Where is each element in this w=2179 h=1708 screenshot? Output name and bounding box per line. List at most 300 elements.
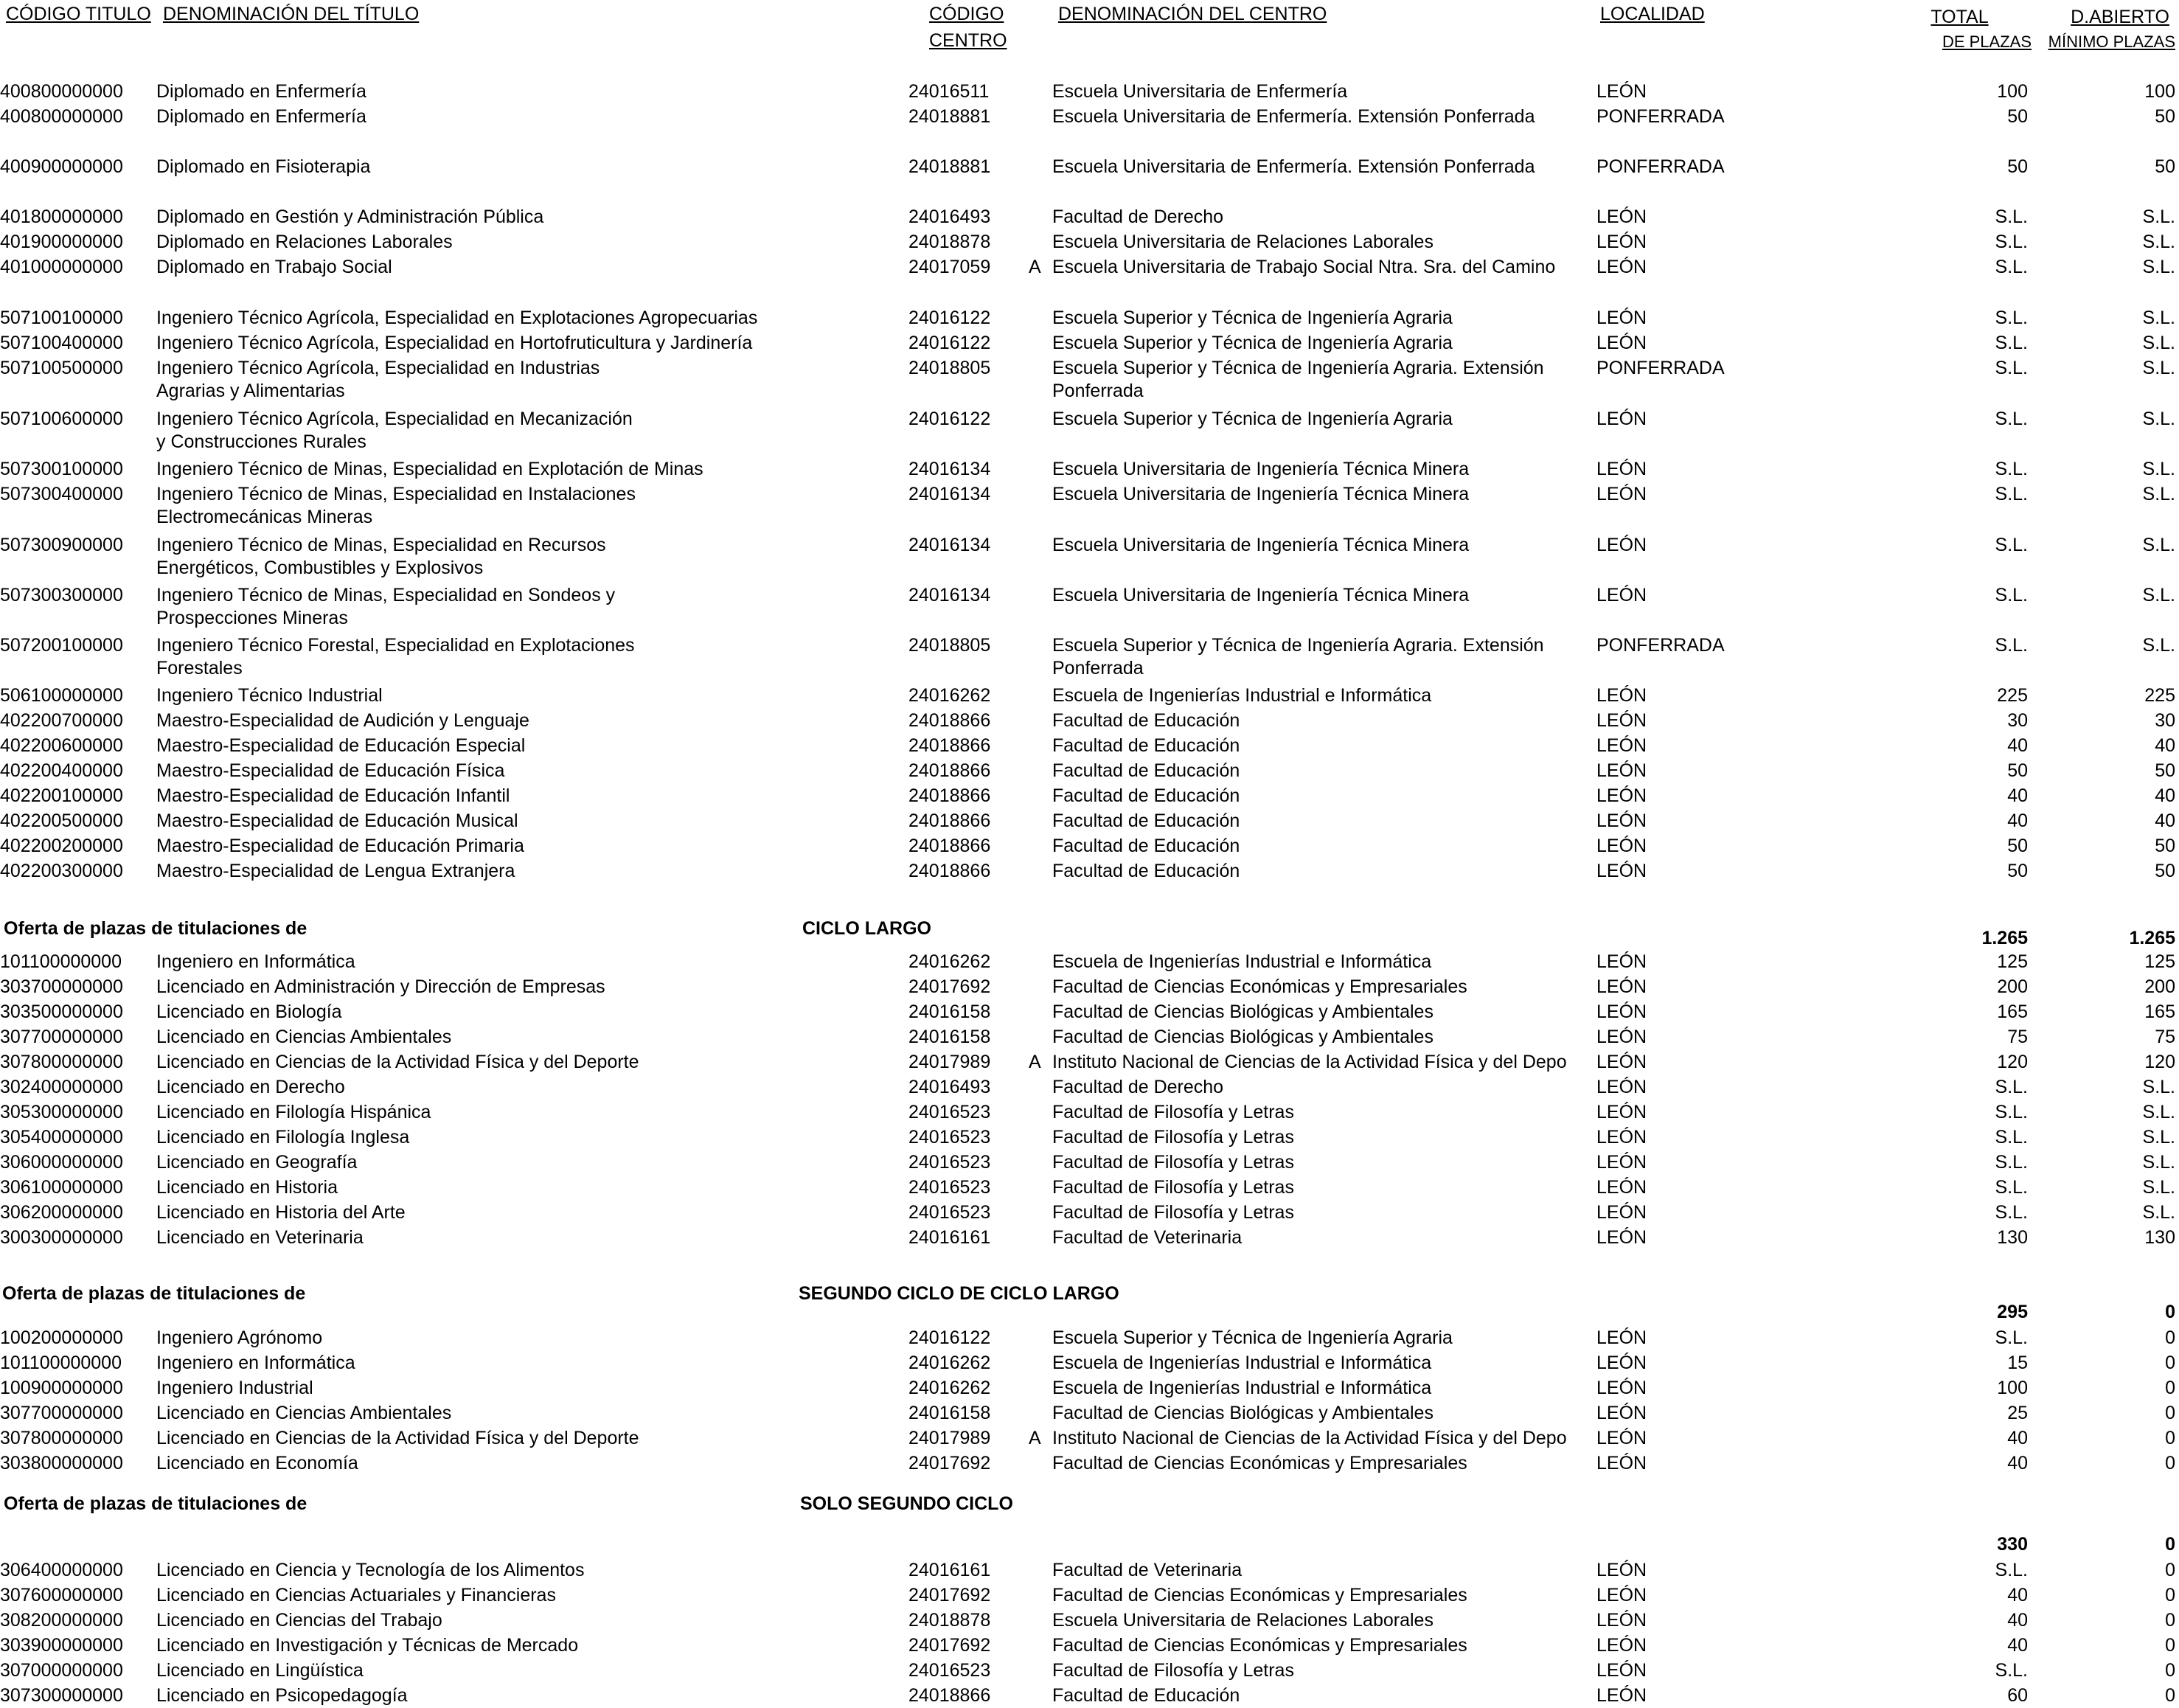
- cell-denominacion-titulo: Licenciado en Investigación y Técnicas de Mercado: [156, 1635, 579, 1656]
- cell-total-plazas: 50: [2007, 106, 2028, 127]
- cell-total-plazas: S.L.: [1995, 1660, 2028, 1681]
- cell-localidad: LEÓN: [1596, 308, 1647, 328]
- cell-minimo-plazas: S.L.: [2142, 484, 2175, 504]
- cell-codigo-titulo: 507300100000: [0, 459, 123, 479]
- cell-denominacion-titulo: Licenciado en Ciencias del Trabajo: [156, 1610, 442, 1631]
- table-row: [0, 633, 2179, 678]
- table-row: [0, 330, 2179, 355]
- cell-denominacion-centro: Facultad de Filosofía y Letras: [1052, 1660, 1294, 1681]
- cell-minimo-plazas: S.L.: [2142, 206, 2175, 227]
- cell-codigo-centro: 24018805: [908, 358, 991, 378]
- cell-denominacion-centro: Escuela Superior y Técnica de Ingeniería Agraria: [1052, 1327, 1453, 1348]
- cell-codigo-titulo: 307300000000: [0, 1685, 123, 1706]
- cell-codigo-titulo: 507200100000: [0, 635, 123, 656]
- cell-codigo-titulo: 507100400000: [0, 333, 123, 353]
- cell-minimo-plazas: S.L.: [2142, 585, 2175, 605]
- table-row: [0, 1350, 2179, 1375]
- cell-minimo-plazas: 50: [2155, 156, 2175, 177]
- cell-codigo-centro: 24016262: [908, 1378, 991, 1398]
- table-row: [0, 254, 2179, 280]
- cell-total-plazas: S.L.: [1995, 308, 2028, 328]
- cell-denominacion-titulo: Ingeniero Técnico Agrícola, Especialidad en Industrias: [156, 358, 600, 378]
- cell-denominacion-titulo-line2: Prospecciones Mineras: [156, 608, 348, 628]
- header-total-line2: DE PLAZAS: [1942, 32, 2032, 51]
- cell-total-plazas: 25: [2007, 1403, 2028, 1423]
- cell-denominacion-titulo: Ingeniero Técnico Industrial: [156, 685, 383, 706]
- cell-codigo-centro: 24017692: [908, 1635, 991, 1656]
- cell-minimo-plazas: 50: [2155, 106, 2175, 127]
- cell-denominacion-centro: Escuela de Ingenierías Industrial e Informática: [1052, 685, 1432, 706]
- cell-minimo-plazas: 50: [2155, 861, 2175, 881]
- table-row: [0, 1150, 2179, 1175]
- cell-localidad: LEÓN: [1596, 710, 1647, 731]
- cell-minimo-plazas: 0: [2165, 1585, 2175, 1605]
- cell-minimo-plazas: 125: [2144, 951, 2175, 972]
- table-row: [0, 1075, 2179, 1100]
- cell-minimo-plazas: 50: [2155, 836, 2175, 856]
- cell-denominacion-centro: Facultad de Educación: [1052, 810, 1240, 831]
- cell-denominacion-titulo: Licenciado en Economía: [156, 1453, 358, 1473]
- cell-denominacion-centro: Escuela Superior y Técnica de Ingeniería Agraria: [1052, 308, 1453, 328]
- cell-codigo-titulo: 307800000000: [0, 1052, 123, 1072]
- cell-denominacion-centro: Facultad de Educación: [1052, 760, 1240, 781]
- cell-codigo-titulo: 507300300000: [0, 585, 123, 605]
- section-type-solo-segundo-ciclo: SOLO SEGUNDO CICLO: [800, 1493, 1013, 1514]
- table-row: [0, 229, 2179, 254]
- cell-minimo-plazas: 0: [2165, 1610, 2175, 1631]
- cell-denominacion-centro: Facultad de Educación: [1052, 735, 1240, 756]
- cell-localidad: LEÓN: [1596, 1560, 1647, 1580]
- cell-total-plazas: S.L.: [1995, 1560, 2028, 1580]
- table-row: [0, 999, 2179, 1024]
- table-row: [0, 1658, 2179, 1683]
- cell-denominacion-titulo: Licenciado en Ciencias Ambientales: [156, 1403, 452, 1423]
- section-type-ciclo-largo: CICLO LARGO: [802, 918, 931, 939]
- cell-total-plazas: S.L.: [1995, 232, 2028, 252]
- cell-denominacion-centro: Escuela de Ingenierías Industrial e Informática: [1052, 951, 1432, 972]
- cell-codigo-centro: 24018866: [908, 735, 991, 756]
- cell-localidad: LEÓN: [1596, 206, 1647, 227]
- cell-codigo-centro: 24016134: [908, 585, 991, 605]
- cell-minimo-plazas: 0: [2165, 1428, 2175, 1448]
- header-total-line1: TOTAL: [1930, 7, 1989, 27]
- cell-codigo-titulo: 303800000000: [0, 1453, 123, 1473]
- cell-minimo-plazas: S.L.: [2142, 308, 2175, 328]
- cell-localidad: LEÓN: [1596, 1102, 1647, 1122]
- section-minimo-ciclo-largo: 1.265: [2129, 928, 2175, 948]
- header-minimo-line1: D.ABIERTO: [2071, 7, 2169, 27]
- table-row: [0, 1558, 2179, 1583]
- cell-denominacion-titulo-line2: Forestales: [156, 658, 243, 678]
- cell-localidad: PONFERRADA: [1596, 106, 1725, 127]
- cell-total-plazas: S.L.: [1995, 1327, 2028, 1348]
- header-denominacion-centro: DENOMINACIÓN DEL CENTRO: [1058, 4, 1327, 24]
- cell-codigo-titulo: 402200300000: [0, 861, 123, 881]
- table-row: [0, 1125, 2179, 1150]
- cell-minimo-plazas: 0: [2165, 1453, 2175, 1473]
- table-row: [0, 1200, 2179, 1225]
- cell-localidad: LEÓN: [1596, 1177, 1647, 1198]
- cell-denominacion-titulo: Licenciado en Administración y Dirección de Empresas: [156, 976, 605, 997]
- cell-denominacion-centro: Facultad de Ciencias Biológicas y Ambientales: [1052, 1001, 1433, 1022]
- cell-codigo-centro: 24016122: [908, 1327, 991, 1348]
- cell-denominacion-centro: Instituto Nacional de Ciencias de la Actividad Física y del Depo: [1052, 1052, 1567, 1072]
- cell-total-plazas: 120: [1997, 1052, 2028, 1072]
- cell-codigo-centro: 24016134: [908, 459, 991, 479]
- cell-codigo-centro: 24016523: [908, 1102, 991, 1122]
- cell-denominacion-titulo: Ingeniero Técnico de Minas, Especialidad en Instalaciones: [156, 484, 636, 504]
- table-row: [0, 1175, 2179, 1200]
- cell-denominacion-titulo-line2: Agrarias y Alimentarias: [156, 381, 345, 401]
- cell-minimo-plazas: S.L.: [2142, 333, 2175, 353]
- cell-denominacion-titulo: Licenciado en Ciencias Actuariales y Financieras: [156, 1585, 556, 1605]
- cell-denominacion-titulo: Ingeniero Técnico Forestal, Especialidad en Explotaciones: [156, 635, 635, 656]
- cell-codigo-titulo: 305300000000: [0, 1102, 123, 1122]
- cell-localidad: LEÓN: [1596, 1202, 1647, 1223]
- cell-total-plazas: 40: [2007, 1610, 2028, 1631]
- cell-minimo-plazas: S.L.: [2142, 257, 2175, 277]
- cell-total-plazas: 40: [2007, 1453, 2028, 1473]
- cell-minimo-plazas: 30: [2155, 710, 2175, 731]
- cell-codigo-centro: 24016122: [908, 308, 991, 328]
- cell-total-plazas: S.L.: [1995, 206, 2028, 227]
- cell-denominacion-titulo: Diplomado en Gestión y Administración Pública: [156, 206, 544, 227]
- cell-localidad: LEÓN: [1596, 861, 1647, 881]
- cell-total-plazas: S.L.: [1995, 535, 2028, 555]
- cell-codigo-centro: 24016158: [908, 1027, 991, 1047]
- cell-codigo-titulo: 303900000000: [0, 1635, 123, 1656]
- cell-denominacion-centro: Escuela Universitaria de Relaciones Laborales: [1052, 232, 1433, 252]
- table-row: [0, 1049, 2179, 1075]
- cell-denominacion-titulo: Diplomado en Enfermería: [156, 81, 366, 102]
- cell-minimo-plazas: S.L.: [2142, 1127, 2175, 1148]
- cell-total-plazas: S.L.: [1995, 459, 2028, 479]
- section-minimo-solo-segundo-ciclo: 0: [2165, 1534, 2175, 1555]
- cell-minimo-plazas: 40: [2155, 810, 2175, 831]
- cell-denominacion-centro: Facultad de Veterinaria: [1052, 1560, 1243, 1580]
- cell-denominacion-titulo: Licenciado en Geografía: [156, 1152, 358, 1173]
- cell-minimo-plazas: S.L.: [2142, 1152, 2175, 1173]
- cell-codigo-titulo: 306400000000: [0, 1560, 123, 1580]
- cell-total-plazas: 60: [2007, 1685, 2028, 1706]
- cell-denominacion-centro: Facultad de Ciencias Económicas y Empresariales: [1052, 1585, 1467, 1605]
- table-row: [0, 833, 2179, 858]
- cell-codigo-titulo: 401000000000: [0, 257, 123, 277]
- header-localidad: LOCALIDAD: [1600, 4, 1705, 24]
- cell-total-plazas: 225: [1997, 685, 2028, 706]
- cell-total-plazas: S.L.: [1995, 1202, 2028, 1223]
- section-total-ciclo-largo: 1.265: [1981, 928, 2028, 948]
- cell-localidad: LEÓN: [1596, 760, 1647, 781]
- cell-localidad: LEÓN: [1596, 535, 1647, 555]
- table-row: [0, 1325, 2179, 1350]
- cell-localidad: LEÓN: [1596, 1027, 1647, 1047]
- header-minimo-line2: MÍNIMO PLAZAS: [2048, 32, 2175, 51]
- cell-codigo-centro: 24016134: [908, 484, 991, 504]
- cell-minimo-plazas: 75: [2155, 1027, 2175, 1047]
- cell-flag: A: [1029, 257, 1041, 277]
- cell-total-plazas: 200: [1997, 976, 2028, 997]
- cell-denominacion-centro: Escuela Superior y Técnica de Ingeniería Agraria: [1052, 409, 1453, 429]
- cell-localidad: LEÓN: [1596, 1403, 1647, 1423]
- cell-minimo-plazas: 200: [2144, 976, 2175, 997]
- cell-codigo-titulo: 307700000000: [0, 1403, 123, 1423]
- cell-codigo-titulo: 402200400000: [0, 760, 123, 781]
- cell-denominacion-centro: Escuela Universitaria de Ingeniería Técnica Minera: [1052, 535, 1470, 555]
- cell-total-plazas: 40: [2007, 785, 2028, 806]
- cell-denominacion-centro: Facultad de Educación: [1052, 710, 1240, 731]
- cell-localidad: PONFERRADA: [1596, 358, 1725, 378]
- cell-denominacion-centro: Facultad de Educación: [1052, 1685, 1240, 1706]
- cell-localidad: LEÓN: [1596, 1685, 1647, 1706]
- cell-denominacion-titulo: Ingeniero Industrial: [156, 1378, 313, 1398]
- cell-total-plazas: 50: [2007, 760, 2028, 781]
- cell-denominacion-centro: Escuela Universitaria de Ingeniería Técnica Minera: [1052, 459, 1470, 479]
- cell-denominacion-titulo: Maestro-Especialidad de Educación Especial: [156, 735, 526, 756]
- cell-denominacion-titulo: Licenciado en Ciencias de la Actividad Física y del Deporte: [156, 1428, 639, 1448]
- cell-codigo-centro: 24017989: [908, 1428, 991, 1448]
- cell-total-plazas: S.L.: [1995, 1177, 2028, 1198]
- cell-denominacion-titulo: Licenciado en Historia del Arte: [156, 1202, 406, 1223]
- cell-minimo-plazas: 0: [2165, 1353, 2175, 1373]
- header-codigo-titulo: CÓDIGO TITULO: [6, 4, 151, 24]
- cell-codigo-centro: 24018866: [908, 836, 991, 856]
- table-row: [0, 858, 2179, 883]
- cell-codigo-centro: 24018866: [908, 1685, 991, 1706]
- cell-denominacion-titulo: Licenciado en Ciencias de la Actividad Física y del Deporte: [156, 1052, 639, 1072]
- cell-denominacion-centro: Escuela Universitaria de Trabajo Social Ntra. Sra. del Camino: [1052, 257, 1556, 277]
- cell-denominacion-centro: Facultad de Ciencias Económicas y Empresariales: [1052, 1453, 1467, 1473]
- table-row: [0, 1583, 2179, 1608]
- cell-codigo-titulo: 307000000000: [0, 1660, 123, 1681]
- cell-localidad: LEÓN: [1596, 1353, 1647, 1373]
- cell-denominacion-centro: Facultad de Ciencias Biológicas y Ambientales: [1052, 1027, 1433, 1047]
- cell-denominacion-centro: Facultad de Derecho: [1052, 206, 1224, 227]
- cell-flag: A: [1029, 1052, 1041, 1072]
- table-row: [0, 808, 2179, 833]
- header-codigo-centro-line2: CENTRO: [929, 30, 1007, 51]
- cell-denominacion-centro: Facultad de Ciencias Económicas y Empresariales: [1052, 1635, 1467, 1656]
- cell-minimo-plazas: 0: [2165, 1660, 2175, 1681]
- cell-codigo-titulo: 507300400000: [0, 484, 123, 504]
- cell-localidad: LEÓN: [1596, 1610, 1647, 1631]
- table-row: [0, 1024, 2179, 1049]
- cell-codigo-titulo: 302400000000: [0, 1077, 123, 1097]
- table-row: [0, 758, 2179, 783]
- cell-codigo-centro: 24018866: [908, 810, 991, 831]
- cell-codigo-centro: 24016262: [908, 951, 991, 972]
- cell-codigo-titulo: 303700000000: [0, 976, 123, 997]
- cell-denominacion-titulo: Ingeniero Técnico Agrícola, Especialidad en Hortofruticultura y Jardinería: [156, 333, 753, 353]
- cell-localidad: LEÓN: [1596, 1001, 1647, 1022]
- cell-codigo-titulo: 400800000000: [0, 106, 123, 127]
- cell-minimo-plazas: S.L.: [2142, 232, 2175, 252]
- cell-codigo-titulo: 303500000000: [0, 1001, 123, 1022]
- cell-minimo-plazas: 225: [2144, 685, 2175, 706]
- cell-localidad: LEÓN: [1596, 1585, 1647, 1605]
- cell-total-plazas: S.L.: [1995, 585, 2028, 605]
- cell-denominacion-titulo: Licenciado en Ciencia y Tecnología de los Alimentos: [156, 1560, 585, 1580]
- table-row: [0, 583, 2179, 628]
- cell-minimo-plazas: 0: [2165, 1327, 2175, 1348]
- cell-total-plazas: 40: [2007, 1585, 2028, 1605]
- cell-codigo-centro: 24016134: [908, 535, 991, 555]
- cell-minimo-plazas: S.L.: [2142, 1202, 2175, 1223]
- cell-codigo-titulo: 506100000000: [0, 685, 123, 706]
- cell-localidad: LEÓN: [1596, 976, 1647, 997]
- table-row: [0, 949, 2179, 974]
- cell-minimo-plazas: 0: [2165, 1685, 2175, 1706]
- table-row: [0, 456, 2179, 482]
- cell-denominacion-titulo: Licenciado en Lingüística: [156, 1660, 364, 1681]
- cell-codigo-titulo: 402200100000: [0, 785, 123, 806]
- cell-codigo-centro: 24016523: [908, 1660, 991, 1681]
- cell-total-plazas: S.L.: [1995, 1127, 2028, 1148]
- table-row: [0, 1375, 2179, 1400]
- cell-localidad: LEÓN: [1596, 1227, 1647, 1248]
- section-label-segundo-ciclo-largo: Oferta de plazas de titulaciones de: [2, 1283, 306, 1304]
- cell-codigo-titulo: 101100000000: [0, 1353, 122, 1373]
- cell-codigo-titulo: 307700000000: [0, 1027, 123, 1047]
- cell-codigo-centro: 24016493: [908, 1077, 991, 1097]
- table-row: [0, 406, 2179, 452]
- cell-codigo-centro: 24017692: [908, 1585, 991, 1605]
- cell-denominacion-centro-line2: Ponferrada: [1052, 658, 1144, 678]
- section-total-solo-segundo-ciclo: 330: [1997, 1534, 2028, 1555]
- cell-codigo-centro: 24018805: [908, 635, 991, 656]
- cell-codigo-centro: 24016122: [908, 333, 991, 353]
- cell-denominacion-centro: Facultad de Derecho: [1052, 1077, 1224, 1097]
- cell-minimo-plazas: 0: [2165, 1560, 2175, 1580]
- cell-localidad: LEÓN: [1596, 735, 1647, 756]
- cell-total-plazas: 50: [2007, 861, 2028, 881]
- table-row: [0, 355, 2179, 401]
- cell-codigo-centro: 24017059: [908, 257, 991, 277]
- cell-denominacion-centro: Escuela Universitaria de Relaciones Laborales: [1052, 1610, 1433, 1631]
- cell-denominacion-titulo: Licenciado en Filología Hispánica: [156, 1102, 431, 1122]
- table-row: [0, 783, 2179, 808]
- cell-localidad: LEÓN: [1596, 685, 1647, 706]
- table-row: [0, 305, 2179, 330]
- cell-denominacion-centro: Facultad de Ciencias Económicas y Empresariales: [1052, 976, 1467, 997]
- cell-total-plazas: 50: [2007, 156, 2028, 177]
- cell-denominacion-centro: Escuela Universitaria de Enfermería. Extensión Ponferrada: [1052, 156, 1535, 177]
- cell-denominacion-titulo: Maestro-Especialidad de Educación Primaria: [156, 836, 524, 856]
- cell-localidad: LEÓN: [1596, 1378, 1647, 1398]
- cell-total-plazas: S.L.: [1995, 409, 2028, 429]
- cell-codigo-centro: 24018866: [908, 861, 991, 881]
- cell-minimo-plazas: 100: [2144, 81, 2175, 102]
- cell-codigo-titulo: 402200200000: [0, 836, 123, 856]
- table-row: [0, 733, 2179, 758]
- cell-total-plazas: 40: [2007, 735, 2028, 756]
- cell-minimo-plazas: S.L.: [2142, 535, 2175, 555]
- cell-denominacion-titulo: Diplomado en Trabajo Social: [156, 257, 392, 277]
- cell-denominacion-centro: Facultad de Filosofía y Letras: [1052, 1127, 1294, 1148]
- cell-codigo-centro: 24018878: [908, 232, 991, 252]
- cell-total-plazas: S.L.: [1995, 358, 2028, 378]
- table-row: [0, 532, 2179, 578]
- cell-localidad: LEÓN: [1596, 1635, 1647, 1656]
- cell-denominacion-titulo: Licenciado en Filología Inglesa: [156, 1127, 410, 1148]
- cell-codigo-centro: 24016493: [908, 206, 991, 227]
- cell-denominacion-titulo: Diplomado en Fisioterapia: [156, 156, 371, 177]
- cell-flag: A: [1029, 1428, 1041, 1448]
- table-row: [0, 79, 2179, 104]
- cell-total-plazas: S.L.: [1995, 333, 2028, 353]
- cell-codigo-titulo: 300300000000: [0, 1227, 123, 1248]
- table-row: [0, 1608, 2179, 1633]
- cell-denominacion-centro: Escuela Superior y Técnica de Ingeniería Agraria: [1052, 333, 1453, 353]
- cell-denominacion-centro: Facultad de Filosofía y Letras: [1052, 1152, 1294, 1173]
- cell-codigo-titulo: 400900000000: [0, 156, 123, 177]
- cell-denominacion-titulo: Ingeniero Técnico de Minas, Especialidad en Sondeos y: [156, 585, 616, 605]
- cell-codigo-centro: 24016161: [908, 1227, 991, 1248]
- table-row: [0, 104, 2179, 129]
- cell-denominacion-centro: Escuela Universitaria de Enfermería: [1052, 81, 1348, 102]
- cell-localidad: LEÓN: [1596, 1052, 1647, 1072]
- cell-codigo-centro: 24016511: [908, 81, 990, 102]
- cell-codigo-titulo: 507100600000: [0, 409, 123, 429]
- cell-minimo-plazas: S.L.: [2142, 1177, 2175, 1198]
- cell-localidad: LEÓN: [1596, 484, 1647, 504]
- cell-total-plazas: S.L.: [1995, 1102, 2028, 1122]
- table-row: [0, 1426, 2179, 1451]
- cell-denominacion-centro: Escuela de Ingenierías Industrial e Informática: [1052, 1353, 1432, 1373]
- cell-minimo-plazas: 40: [2155, 735, 2175, 756]
- cell-minimo-plazas: 40: [2155, 785, 2175, 806]
- cell-codigo-titulo: 306200000000: [0, 1202, 123, 1223]
- table-row: [0, 482, 2179, 527]
- section-minimo-segundo-ciclo-largo: 0: [2165, 1302, 2175, 1322]
- cell-codigo-titulo: 402200500000: [0, 810, 123, 831]
- cell-localidad: LEÓN: [1596, 836, 1647, 856]
- cell-codigo-titulo: 507300900000: [0, 535, 123, 555]
- cell-total-plazas: 125: [1997, 951, 2028, 972]
- cell-minimo-plazas: S.L.: [2142, 1102, 2175, 1122]
- table-row: [0, 1400, 2179, 1426]
- cell-localidad: LEÓN: [1596, 1428, 1647, 1448]
- cell-codigo-centro: 24016523: [908, 1202, 991, 1223]
- cell-minimo-plazas: S.L.: [2142, 409, 2175, 429]
- cell-codigo-centro: 24017989: [908, 1052, 991, 1072]
- cell-codigo-centro: 24018866: [908, 710, 991, 731]
- cell-codigo-titulo: 402200700000: [0, 710, 123, 731]
- cell-total-plazas: S.L.: [1995, 257, 2028, 277]
- cell-localidad: LEÓN: [1596, 232, 1647, 252]
- cell-denominacion-titulo: Maestro-Especialidad de Lengua Extranjera: [156, 861, 515, 881]
- cell-codigo-titulo: 101100000000: [0, 951, 122, 972]
- cell-codigo-titulo: 305400000000: [0, 1127, 123, 1148]
- cell-minimo-plazas: S.L.: [2142, 1077, 2175, 1097]
- cell-codigo-centro: 24016262: [908, 685, 991, 706]
- cell-denominacion-centro: Facultad de Veterinaria: [1052, 1227, 1243, 1248]
- cell-total-plazas: 40: [2007, 1428, 2028, 1448]
- cell-denominacion-centro: Facultad de Educación: [1052, 861, 1240, 881]
- cell-codigo-centro: 24016523: [908, 1177, 991, 1198]
- cell-minimo-plazas: 165: [2144, 1001, 2175, 1022]
- section-label-ciclo-largo: Oferta de plazas de titulaciones de: [4, 918, 307, 939]
- cell-codigo-titulo: 308200000000: [0, 1610, 123, 1631]
- cell-localidad: LEÓN: [1596, 409, 1647, 429]
- table-row: [0, 1633, 2179, 1658]
- cell-codigo-centro: 24018881: [908, 106, 991, 127]
- cell-denominacion-titulo: Licenciado en Veterinaria: [156, 1227, 364, 1248]
- cell-denominacion-titulo-line2: Energéticos, Combustibles y Explosivos: [156, 558, 484, 578]
- cell-total-plazas: S.L.: [1995, 635, 2028, 656]
- cell-localidad: PONFERRADA: [1596, 635, 1725, 656]
- table-row: [0, 1100, 2179, 1125]
